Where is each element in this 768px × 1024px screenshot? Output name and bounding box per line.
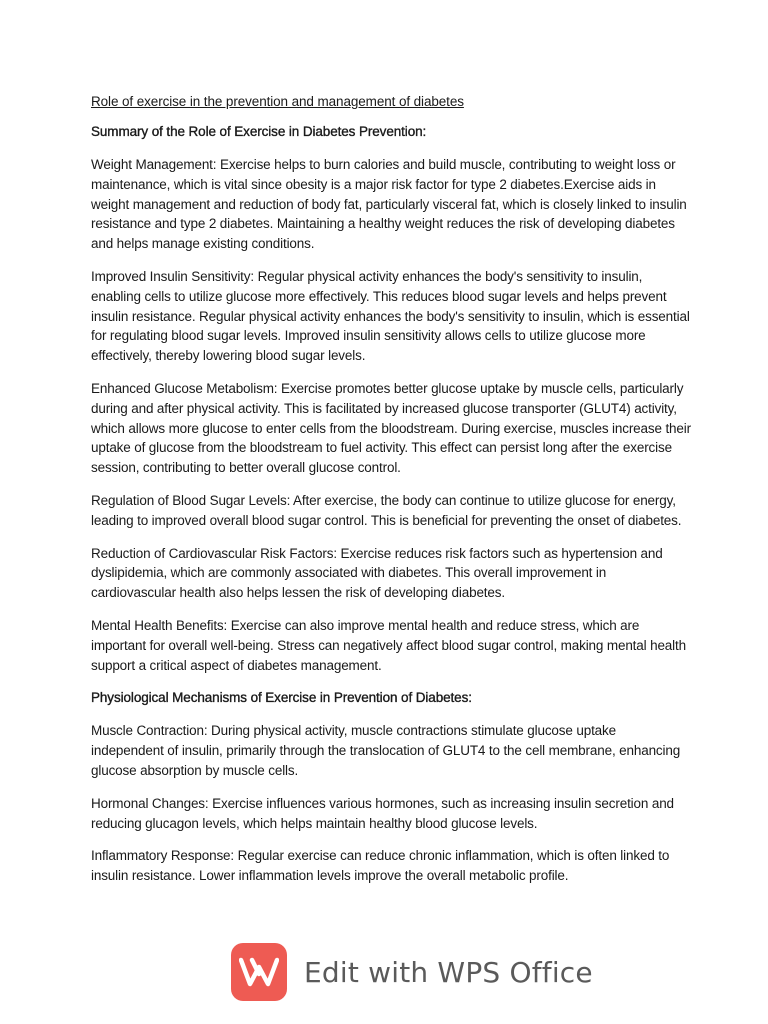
paragraph-inflammatory-response: Inflammatory Response: Regular exercise can reduce chronic inflammation, which is often linked to insulin resistance. Lower inflammation levels improve the overall metabolic profile. [91, 848, 670, 884]
paragraph-cardiovascular-risk: Reduction of Cardiovascular Risk Factors: Exercise reduces risk factors such as hypertension and dyslipidemia, which are commonly associated with diabetes. This overall improvement in cardiovascular health also helps lessen the risk of developing diabetes. [91, 545, 663, 601]
edit-with-wps-label[interactable]: Edit with WPS Office [304, 955, 593, 989]
section-heading-mechanisms: Physiological Mechanisms of Exercise in Prevention of Diabetes: [91, 690, 472, 706]
paragraph-muscle-contraction: Muscle Contraction: During physical activity, muscle contractions stimulate glucose uptake independent of insulin, primarily through the translocation of GLUT4 to the cell membrane, enhancing glucose absorption by muscle cells. [91, 723, 681, 778]
paragraph-insulin-sensitivity: Improved Insulin Sensitivity: Regular physical activity enhances the body's sensitivity to insulin, enabling cells to utilize glucose more effectively. This reduces blood sugar levels and helps prevent insulin resistance. Regular physical activity enhances the body's sensitivity to insulin, which is essential for regulating blood sugar levels. Improved insulin sensitivity allows cells to utilize glucose more effectively, thereby lowering blood sugar levels. [91, 268, 690, 364]
paragraph-blood-sugar-regulation: Regulation of Blood Sugar Levels: After exercise, the body can continue to utilize glucose for energy, leading to improved overall blood sugar control. This is beneficial for preventing the onset of diabetes. [91, 492, 682, 528]
document-page [91, 92, 691, 899]
paragraph-mental-health: Mental Health Benefits: Exercise can also improve mental health and reduce stress, which are important for overall well-being. Stress can negatively affect blood sugar control, making mental health support a critical aspect of diabetes management. [91, 617, 686, 673]
paragraph-hormonal-changes: Hormonal Changes: Exercise influences various hormones, such as increasing insulin secretion and reducing glucagon levels, which helps maintain healthy blood glucose levels. [91, 795, 674, 831]
paragraph-weight-management: Weight Management: Exercise helps to burn calories and build muscle, contributing to weight loss or maintenance, which is vital since obesity is a major risk factor for type 2 diabetes.Exercise aids in weight management and reduction of body fat, particularly visceral fat, which is closely linked to insulin resistance and type 2 diabetes. Maintaining a healthy weight reduces the risk of developing diabetes and helps manage existing conditions. [91, 157, 687, 252]
document-title: Role of exercise in the prevention and management of diabetes [91, 94, 464, 109]
section-heading-summary: Summary of the Role of Exercise in Diabetes Prevention: [91, 124, 427, 139]
wps-logo-icon[interactable] [231, 943, 287, 1001]
paragraph-glucose-metabolism: Enhanced Glucose Metabolism: Exercise promotes better glucose uptake by muscle cells, particularly during and after physical activity. This is facilitated by increased glucose transporter (GLUT4) activity, which allows more glucose to enter cells from the bloodstream. During exercise, muscles increase their uptake of glucose from the bloodstream to fuel activity. This effect can persist long after the exercise session, contributing to better overall glucose control. [91, 380, 691, 476]
wps-edit-banner[interactable] [231, 942, 593, 1002]
